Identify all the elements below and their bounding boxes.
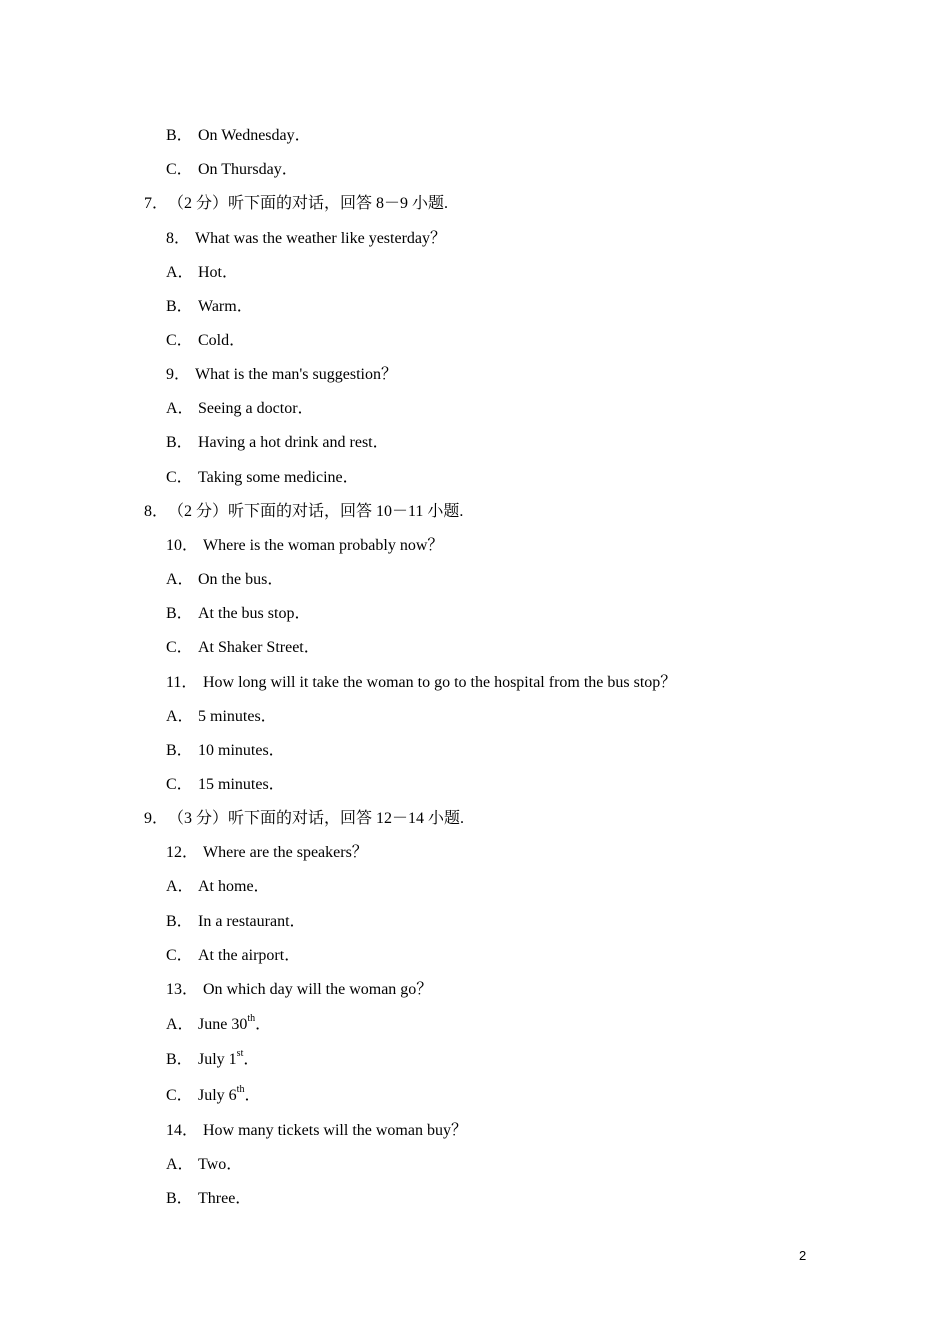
question-9: 9． What is the man's suggestion？ <box>166 366 397 383</box>
question-10: 10． Where is the woman probably now？ <box>166 537 444 554</box>
question-8: 8． What was the weather like yesterday？ <box>166 230 447 247</box>
q10-option-a: A． On the bus． <box>166 571 284 588</box>
q8-option-a: A． Hot． <box>166 264 239 281</box>
q12-option-a: A． At home． <box>166 878 270 895</box>
q14-option-b: B． Three． <box>166 1190 252 1207</box>
q11-option-a: A． 5 minutes． <box>166 708 277 725</box>
q9-option-b: B． Having a hot drink and rest． <box>166 434 389 451</box>
question-14: 14． How many tickets will the woman buy？ <box>166 1122 467 1139</box>
section-7-heading: 7．（2 分）听下面的对话，回答 8－9 小题. <box>144 195 449 212</box>
question-12: 12． Where are the speakers？ <box>166 844 368 861</box>
q10-option-b: B． At the bus stop． <box>166 605 311 622</box>
q6-option-c: C． On Thursday． <box>166 161 298 178</box>
q12-option-b: B． In a restaurant． <box>166 913 306 930</box>
q6-option-b: B． On Wednesday． <box>166 127 311 144</box>
q11-option-c: C． 15 minutes． <box>166 776 285 793</box>
question-11: 11． How long will it take the woman to go to the hospital from the bus stop？ <box>166 674 677 691</box>
q12-option-c: C． At the airport． <box>166 947 301 964</box>
q13-option-c: C． July 6th． <box>166 1083 261 1104</box>
q11-option-b: B． 10 minutes． <box>166 742 285 759</box>
question-13: 13． On which day will the woman go？ <box>166 981 433 998</box>
q10-option-c: C． At Shaker Street． <box>166 639 320 656</box>
q9-option-c: C． Taking some medicine． <box>166 469 359 486</box>
section-8-heading: 8．（2 分）听下面的对话，回答 10－11 小题. <box>144 503 464 520</box>
q8-option-b: B． Warm． <box>166 298 253 315</box>
page-number: 2 <box>799 1248 807 1263</box>
q13-option-a: A． June 30th． <box>166 1012 272 1033</box>
q13-option-b: B． July 1st． <box>166 1047 260 1068</box>
q14-option-a: A． Two． <box>166 1156 243 1173</box>
q9-option-a: A． Seeing a doctor． <box>166 400 314 417</box>
q8-option-c: C． Cold． <box>166 332 246 349</box>
section-9-heading: 9．（3 分）听下面的对话，回答 12－14 小题. <box>144 810 465 827</box>
